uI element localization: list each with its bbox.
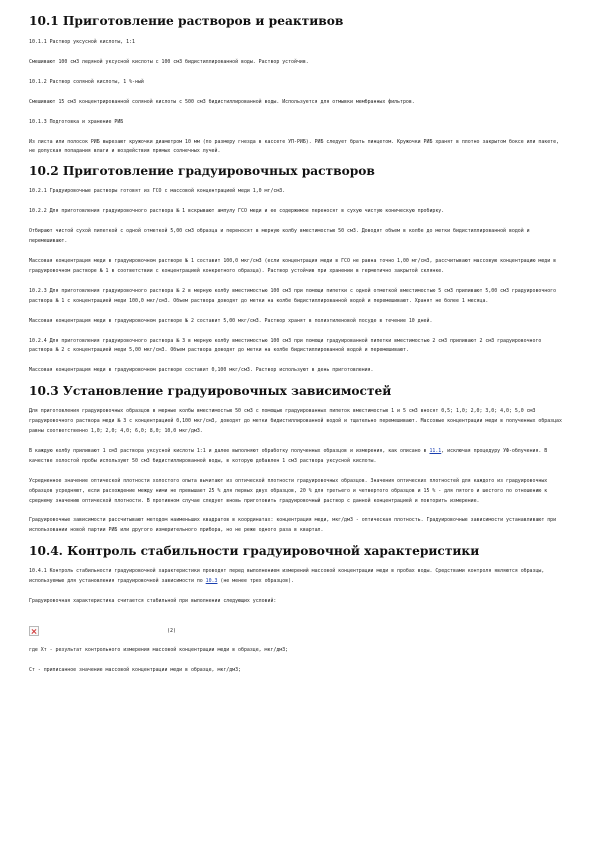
paragraph: Массовая концентрация меди в градуировочном растворе № 1 составит 100,0 мкг/см3 (если концентрация меди в ГСО не равна точно 1,00 мг/см3, рассчитывают массовую концентрацию меди в градуировочном растворе № 1 в соответствии с концентрацией конкретного образца). Раствор устойчив при хранении в герметично закрытой склянке.	[29, 257, 557, 274]
paragraph: Ст - приписанное значение массовой концентрации меди в образце, мкг/дм3;	[29, 666, 241, 673]
paragraph: Усредненное значение оптической плотности холостого опыта вычитают из оптической плотности градуировочных образцов. Значения оптических плотностей для каждого из градуировочных образцов усредняют, если расхождение между ними не превышает 25 % для первых двух образцов, 20 % для третьего и четвертого образцов и 15 % - для пятого и шестого по отношению к среднему значению оптической плотности. В противном случае следует вновь приготовить градуировочный раствор с данной концентрацией и повторить измерение.	[29, 477, 548, 504]
paragraph: Массовая концентрация меди в градуировочном растворе № 2 составит 5,00 мкг/см3. Раствор хранят в полиэтиленовой посуде в течение 10 дней.	[29, 317, 433, 324]
paragraph: Массовая концентрация меди в градуировочном растворе составит 0,100 мкг/см3. Раствор используют в день приготовления.	[29, 367, 374, 374]
paragraph: где Хт - результат контрольного измерения массовой концентрации меди в образце, мкг/дм3;	[29, 647, 289, 653]
formula-number: (2)	[167, 628, 177, 634]
paragraph: 10.2.2 Для приготовления градуировочного раствора № 1 вскрывают ампулу ГСО меди и ее содержимое переносят в сухую чистую коническую пробирку.	[29, 208, 445, 215]
section-heading-10-2: 10.2 Приготовление градуировочных растворов	[29, 164, 375, 179]
paragraph: Смешивают 15 см3 концентрированной соляной кислоты с 500 см3 бидистиллированной воды. Используется для отмывки мембранных фильтров.	[29, 98, 415, 105]
section-heading-10-1: 10.1 Приготовление растворов и реактивов	[29, 14, 344, 28]
paragraph	[29, 567, 565, 587]
paragraph: Отбирают чистой сухой пипеткой с одной отметкой 5,00 см3 образца и переносят в мерную колбу вместимостью 50 см3. Доводят объем в колбе до метки бидистиллированной водой и перемешивают.	[29, 228, 530, 245]
paragraph: 10.1.1 Раствор уксусной кислоты, 1:1	[29, 39, 135, 45]
paragraph: 10.2.3 Для приготовления градуировочного раствора № 2 в мерную колбу вместимостью 100 см3 при помощи пипетки с одной отметкой вместимостью 5 см3 приливают 5,00 см3 градуировочного раствора № 1 с концентрацией меди 100,0 мкг/см3. Объем раствора доводят до метки на колбе бидистиллированной водой и перемешивают. Хранят не более 1 месяца.	[29, 287, 557, 304]
section-heading-10-4: 10.4. Контроль стабильности градуировочной характеристики	[29, 544, 480, 559]
paragraph: Для приготовления градуировочных образцов в мерные колбы вместимостью 50 см3 с помощью градуированных пипеток вместимостью 1 и 5 см3 вносят 0,5; 1,0; 2,0; 3,0; 4,0; 5,0 см3 градуировочного раствора меди № 3 с концентрацией 0,100 мкг/см3, доводят до метки бидистиллированной водой и тщательно перемешивают. Массовые концентрации меди в полученных образцах равны соответственно 1,0; 2,0; 4,0; 6,0; 8,0; 10,0 мкг/дм3.	[29, 408, 562, 435]
paragraph-text: (не менее трех образцов).	[217, 578, 295, 585]
paragraph-text: В каждую колбу приливают 1 см3 раствора уксусной кислоты 1:1 и далее выполняют обработку полученных образцов и измерения, как описано в	[29, 447, 430, 454]
paragraph: Градуировочная характеристика считается стабильной при выполнении следующих условий:	[29, 598, 277, 605]
formula-row	[29, 624, 565, 638]
paragraph: 10.2.1 Градуировочные растворы готовят из ГСО с массовой концентрацией меди 1,0 мг/см3.	[29, 188, 286, 195]
paragraph	[29, 447, 565, 467]
paragraph: Из листа или полосок РИБ вырезают кружочки диаметром 10 мм (по размеру гнезда в кассете УП-РИБ). РИБ следует брать пинцетом. Кружочки РИБ хранят в плотно закрытом боксе или пакете, не допуская попадания влаги и воздействия прямых солнечных лучей.	[29, 138, 559, 155]
link-section-11-1[interactable]: 11.1	[429, 447, 442, 454]
paragraph: 10.2.4 Для приготовления градуировочного раствора № 3 в мерную колбу вместимостью 100 см3 при помощи градуированной пипетки вместимостью 2 см3 приливают 2 см3 градуировочного раствора № 2 с концентрацией меди 5,00 мкг/см3. Объем раствора доводят до метки на колбе бидистиллированной водой и перемешивают.	[29, 337, 542, 354]
link-section-10-3[interactable]: 10.3	[205, 578, 218, 585]
paragraph: Смешивают 100 см3 ледяной уксусной кислоты с 100 см3 бидистиллированной воды. Раствор устойчив.	[29, 58, 309, 65]
paragraph: 10.1.2 Раствор соляной кислоты, 1 %-ный	[29, 78, 144, 85]
paragraph-text: 10.4.1 Контроль стабильности градуировочной характеристики проводят перед выполнением измерений массовой концентрации меди в пробах воды. Средствами контроля являются образцы, используемые для установления градуировочной зависимости по	[29, 568, 545, 585]
section-heading-10-3: 10.3 Установление градуировочных зависимостей	[29, 384, 392, 399]
paragraph: 10.1.3 Подготовка и хранение РИБ	[29, 118, 124, 125]
paragraph: Градуировочные зависимости рассчитывают методом наименьших квадратов в координатах: концентрация меди, мкг/дм3 - оптическая плотность. Градуировочные зависимости устанавливают при использовании новой партии РИБ или другого измерительного прибора, но не реже одного раза в квартал.	[29, 517, 557, 534]
broken-image-icon	[29, 626, 39, 636]
paragraph-text: , исключая процедуру УФ-облучения. В качестве холостой пробы используют 50 см3 бидистиллированной воды, в которую добавлен 1 см3 раствора уксусной кислоты.	[29, 447, 548, 464]
